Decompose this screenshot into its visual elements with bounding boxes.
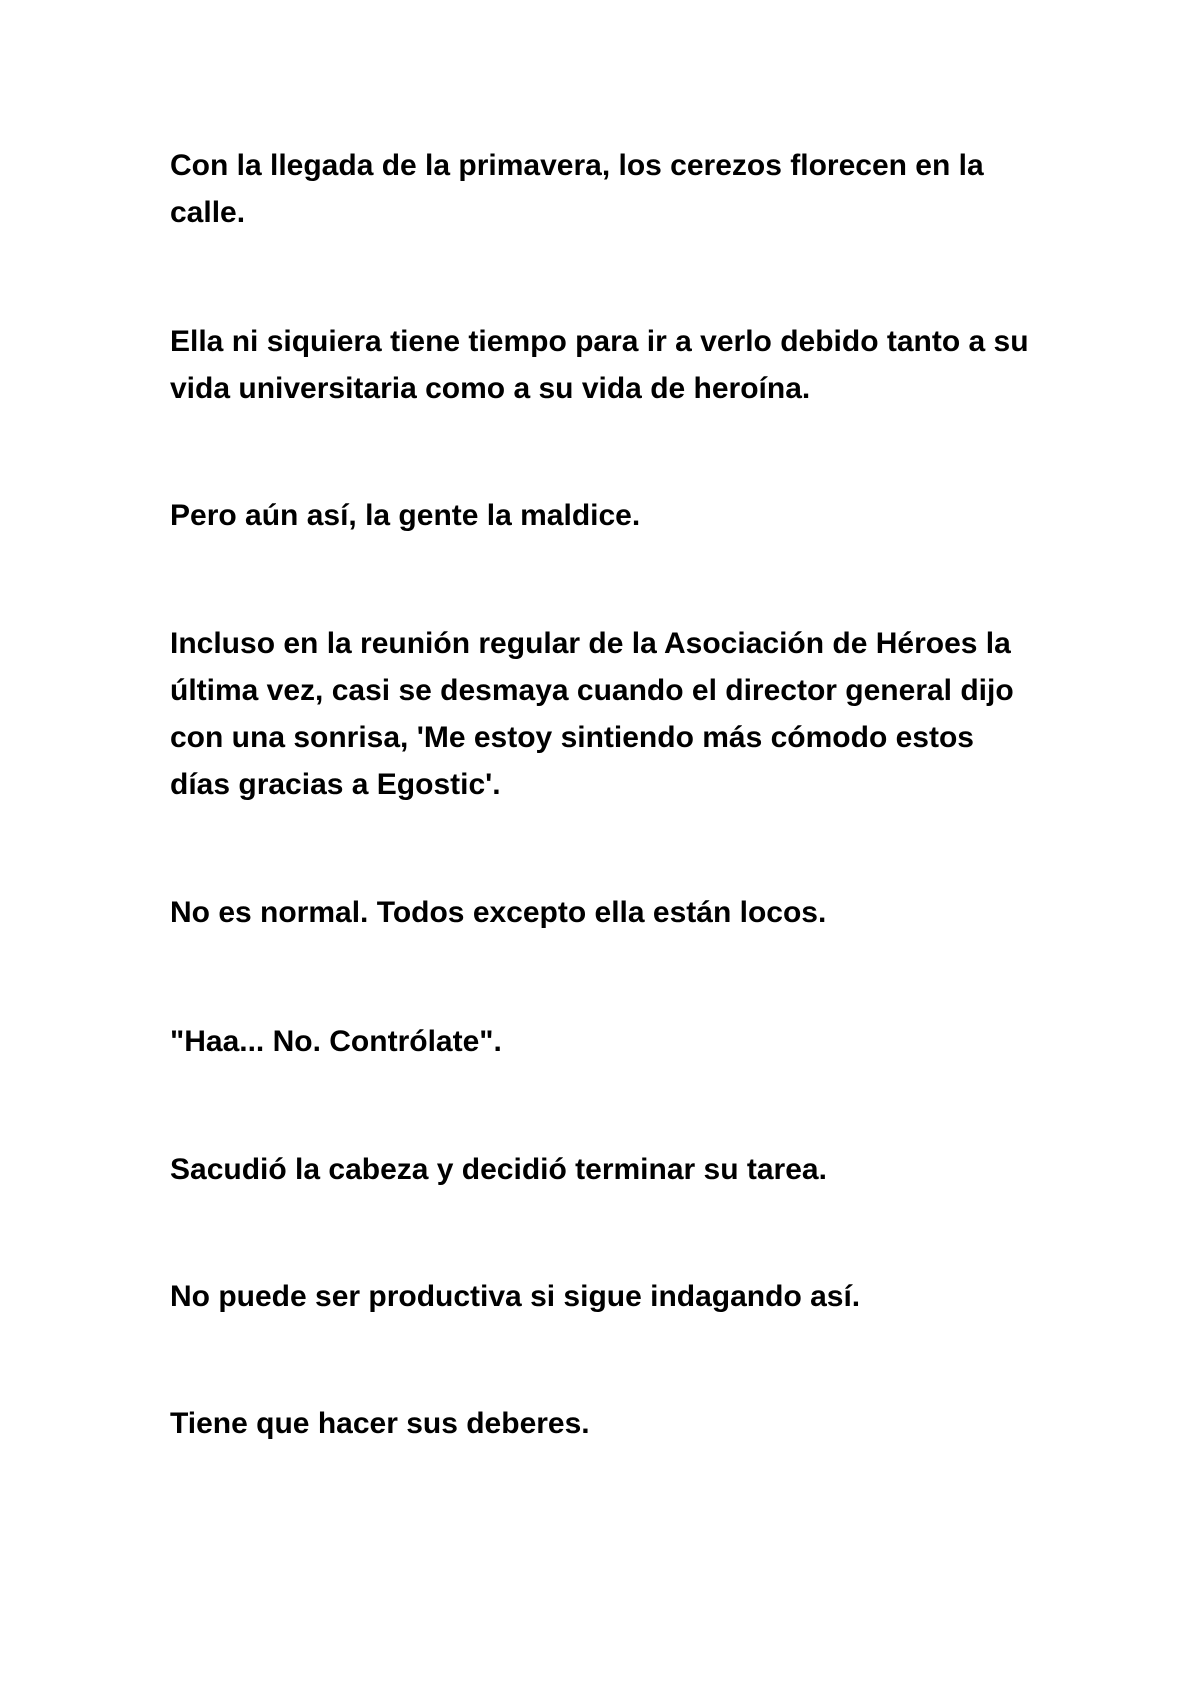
paragraph: Con la llegada de la primavera, los cerezos florecen en la calle.	[170, 149, 984, 229]
paragraph: Sacudió la cabeza y decidió terminar su tarea.	[170, 1153, 827, 1186]
paragraph: Incluso en la reunión regular de la Asociación de Héroes la última vez, casi se desmaya cuando el director general dijo con una sonrisa, 'Me estoy sintiendo más cómodo estos días gracias a Egostic'.	[170, 627, 1014, 801]
paragraph: No puede ser productiva si sigue indagando así.	[170, 1280, 861, 1313]
paragraph: No es normal. Todos excepto ella están locos.	[170, 896, 827, 929]
paragraph: "Haa... No. Contrólate".	[170, 1025, 502, 1058]
paragraph: Ella ni siquiera tiene tiempo para ir a verlo debido tanto a su vida universitaria como a su vida de heroína.	[170, 325, 1029, 405]
paragraph: Tiene que hacer sus deberes.	[170, 1407, 590, 1440]
paragraph: Pero aún así, la gente la maldice.	[170, 499, 641, 532]
